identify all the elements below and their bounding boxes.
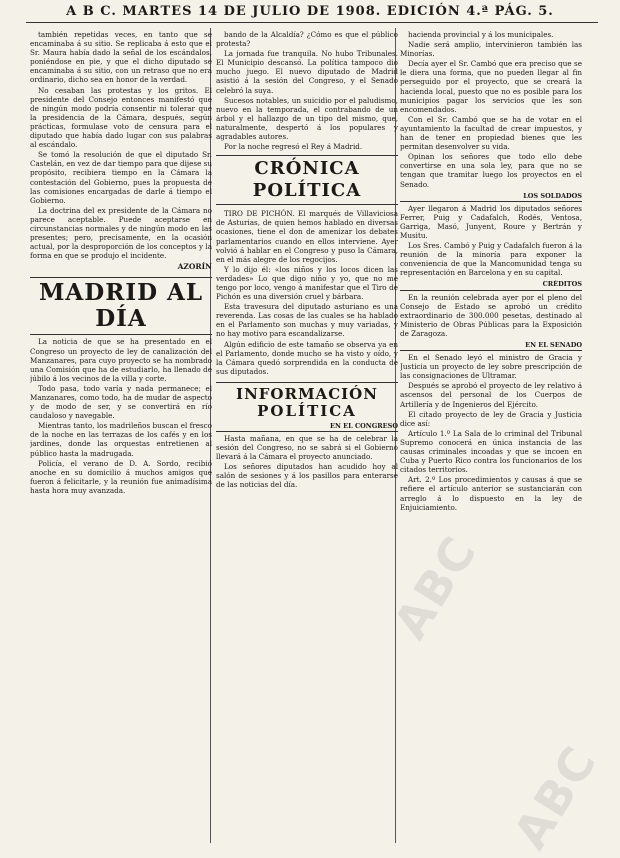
- watermark: ABC: [503, 735, 608, 858]
- article-paragraph: Ayer llegaron á Madrid los diputados señores Ferrer, Puig y Cadafalch, Rodés, Ventosa, Garriga, Masó, Junyent, Roure y Bertrán y Musitu.: [400, 203, 582, 240]
- article-paragraph: Con el Sr. Cambó que se ha de votar en el ayuntamiento la facultad de crear impuestos, y han de tener en propiedad bienes que les permitan desenvolver su vida.: [400, 114, 582, 152]
- article-paragraph: Opinan los señores que todo ello debe convertirse en una sola ley, para que no se tengan que tramitar luego los proyectos en el Senado.: [400, 152, 582, 189]
- article-paragraph: Policía, el verano de D. A. Sordo, recibió anoche en su domicilio á muchos amigos que fueron á felicitarle, y la reunión fue animadísima hasta hora muy avanzada.: [30, 458, 212, 495]
- article-paragraph: La jornada fue tranquila. No hubo Tribunales. El Municipio descansó. La política tampoco dio mucho juego. El nuevo diputado de Madrid asistió á la sesión del Congreso, y el Senado celebró la suya.: [216, 49, 398, 95]
- article-paragraph: Nadie será amplio, intervinieron también las Minorías.: [400, 40, 582, 59]
- article-paragraph: La noticia de que se ha presentado en el Congreso un proyecto de ley de canalización del Manzanares, para cuyo proyecto se ha nombrado una Comisión que ha de estudiarlo, ha llenado de júbilo á los vecinos de la villa y corte.: [30, 337, 212, 383]
- section-title-cronica: CRÓNICA POLÍTICA: [216, 155, 398, 205]
- column-1: [30, 30, 212, 842]
- watermark: ABC: [383, 525, 488, 649]
- section-title-politica: POLÍTICA: [257, 401, 357, 420]
- article-paragraph: Esta travesura del diputado asturiano es una reverenda. Las cosas de las cuales se ha hablado en el Parlamento son muchas y muy variadas, y no hay motivo para escandalizarse.: [216, 302, 398, 339]
- article-paragraph: Todo pasa, todo varía y nada permanece; el Manzanares, como todo, ha de mudar de aspecto y de modo de ser, y se convertirá en río caudaloso y navegable.: [30, 383, 212, 421]
- article-paragraph: también repetidas veces, en tanto que se encaminaba á su sitio. Se replicaba á esto que el Sr. Maura había dado la señal de los escándalos, poniéndose en pie, y que el dicho diputado se encaminaba á su sitio, con un retraso que no era ordinario, dicho sea en honor de la verdad.: [30, 30, 212, 85]
- article-paragraph: Por la noche regresó el Rey á Madrid.: [224, 142, 363, 152]
- article-paragraph: El citado proyecto de ley de Gracia y Justicia dice así:: [400, 409, 582, 428]
- article-paragraph: Algún edificio de este tamaño se observa ya en el Parlamento, donde mucho se ha visto y oído, y la Cámara quedó sorprendida en la conducta de sus diputados.: [216, 339, 398, 376]
- header-rule: [26, 22, 598, 23]
- subsection-label: EN EL SENADO: [400, 341, 582, 351]
- article-paragraph: bando de la Alcaldía? ¿Cómo es que el público protesta?: [216, 30, 398, 49]
- article-paragraph: Hasta mañana, en que se ha de celebrar la sesión del Congreso, no se sabrá si el Gobierno llevará á la Cámara el proyecto anunciado.: [216, 434, 398, 462]
- article-paragraph: Los señores diputados han acudido hoy al salón de sesiones y á los pasillos para enterarse de las noticias del día.: [216, 462, 398, 490]
- subsection-label: EN EL CONGRESO: [216, 422, 398, 432]
- article-paragraph: En el Senado leyó el ministro de Gracia y Justicia un proyecto de ley sobre prescripción de las consignaciones de Ultramar.: [400, 353, 582, 381]
- article-paragraph: Decía ayer el Sr. Cambó que era preciso que se le diera una forma, que no pueden llegar al fin perseguido por el proyecto, que se creará la hacienda local, puesto que no es posible para los municipios pagar los servicios que les son encomendados.: [400, 59, 582, 114]
- article-paragraph: En la reunión celebrada ayer por el pleno del Consejo de Estado se aprobó un crédito extraordinario de 300.000 pesetas, destinado al Ministerio de Obras Públicas para la Exposición de Zaragoza.: [400, 292, 582, 338]
- section-title-informacion: INFORMACIÓN: [216, 382, 398, 403]
- article-paragraph: Y lo dijo él: «los niños y los locos dicen las verdades» Lo que digo niño y yo, que no me tengo por loco, vengo á manifestar que el Tiro de Pichón es una diversión cruel y bárbara.: [216, 264, 398, 302]
- subsection-label: CRÉDITOS: [400, 280, 582, 290]
- article-paragraph: Artículo 1.º La Sala de lo criminal del Tribunal Supremo conocerá en única instancia de las causas criminales incoadas y que se incoen en Cuba y Puerto Rico contra los funcionarios de los citados territorios.: [400, 428, 582, 475]
- column-2: [216, 30, 398, 842]
- subsection-label: LOS SOLDADOS: [400, 192, 582, 202]
- article-paragraph: Después se aprobó el proyecto de ley relativo á ascensos del personal de los Cuerpos de Artillería y de Ingenieros del Ejército.: [400, 381, 582, 409]
- article-paragraph: Se tomó la resolución de que el diputado Sr. Castelán, en vez de dar tiempo para que dijese su propósito, recibiera tiempo en la Cámara la contestación del Gobierno, pues la propuesta de las comisiones encargadas de darle á tiempo el Gobierno.: [30, 150, 212, 205]
- section-title-madrid: MADRID AL DÍA: [30, 277, 212, 335]
- page-header: A B C. MARTES 14 DE JULIO DE 1908. EDICIÓN 4.ª PÁG. 5.: [66, 4, 554, 19]
- article-paragraph: Los Sres. Cambó y Puig y Cadafalch fueron á la reunión de la minoría para exponer la conveniencia de que la Mancomunidad tenga su representación en Barcelona y en su capital.: [400, 241, 582, 278]
- article-paragraph: Mientras tanto, los madrileños buscan el fresco de la noche en las terrazas de los cafés y en los jardines, donde las orquestas entretienen al público hasta la madrugada.: [30, 421, 212, 458]
- article-paragraph: No cesaban las protestas y los gritos. El presidente del Consejo entonces manifestó que de ningún modo podría consentir ni tolerar que la presidencia de la Cámara, después, según prácticas, formulase voto de censura para el diputado que había dado lugar con sus palabras al escándalo.: [30, 85, 212, 150]
- article-paragraph: Sucesos notables, un suicidio por el paludismo, nuevo en la temporada, el contrabando de un árbol y el hallazgo de un tipo del mismo, que, naturalmente, despertó á los populares y agradables autores.: [216, 95, 398, 142]
- column-3: [400, 30, 582, 842]
- author-signature: AZORÍN: [177, 262, 212, 272]
- article-paragraph: La doctrina del ex presidente de la Cámara no parece aceptable. Puede aceptarse en circunstancias normales y de ningún modo en las presentes; pero, precisamente, en la ocasión actual, por la desproporción de los conceptos y la forma en que se produjo el incidente.: [30, 205, 212, 261]
- article-paragraph: hacienda provincial y á los municipales.: [408, 30, 554, 39]
- article-paragraph: Art. 2.º Los procedimientos y causas á que se refiere el artículo anterior se sustanciarán con arreglo á lo dispuesto en la ley de Enjuiciamiento.: [400, 475, 582, 512]
- article-paragraph: TIRO DE PICHÓN. El marqués de Villaviciosa de Asturias, de quien hemos hablado en diversas ocasiones, tiene el don de amenizar los debates parlamentarios cuando en ellos interviene. Ayer volvió á hablar en el Congreso y puso la Cámara, en el más alegre de los regocijos.: [216, 209, 398, 264]
